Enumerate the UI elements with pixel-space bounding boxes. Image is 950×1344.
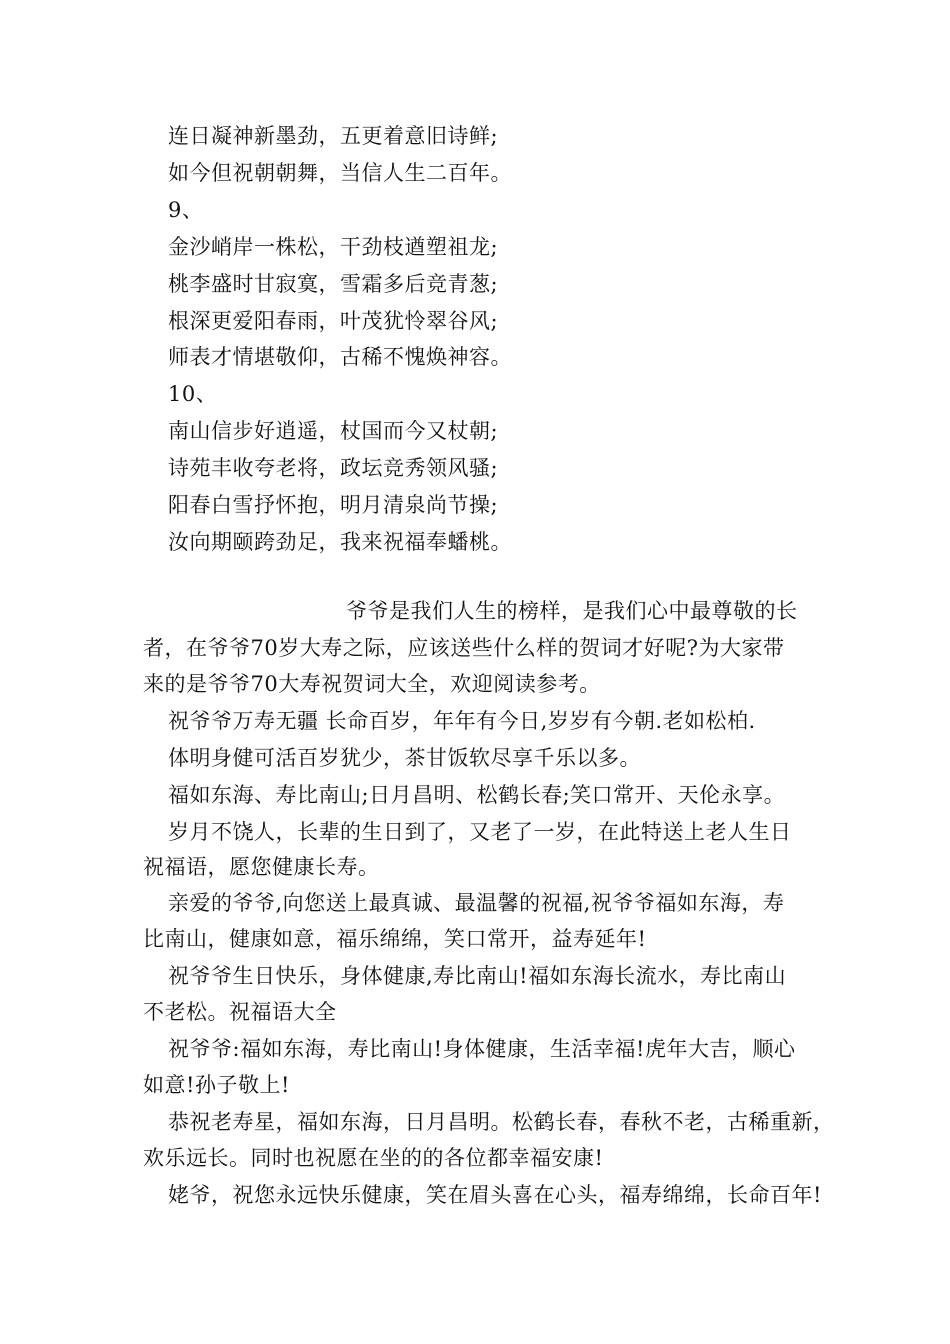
wish-line: 祝爷爷生日快乐，身体健康,寿比南山!福如东海长流水，寿比南山 <box>168 964 787 988</box>
wish-line: 体明身健可活百岁犹少，茶甘饭软尽享千乐以多。 <box>168 746 641 770</box>
wish-line: 姥爷，祝您永远快乐健康，笑在眉头喜在心头，福寿绵绵，长命百年! <box>168 1183 822 1207</box>
wish-line: 祝爷爷万寿无疆 长命百岁，年年有今日,岁岁有今朝.老如松柏. <box>168 709 756 733</box>
poem-line: 根深更爱阳春雨，叶茂犹怜翠谷风; <box>168 309 499 333</box>
wish-line: 祝福语，愿您健康长寿。 <box>143 855 380 879</box>
poem-line: 南山信步好逍遥，杖国而今又杖朝; <box>168 419 499 443</box>
stanza-number: 10、 <box>168 382 218 406</box>
wish-line: 岁月不饶人，长辈的生日到了，又老了一岁，在此特送上老人生日 <box>168 820 792 844</box>
intro-line: 爷爷是我们人生的榜样，是我们心中最尊敬的长 <box>346 599 798 623</box>
wish-line: 祝爷爷:福如东海，寿比南山!身体健康，生活幸福!虎年大吉，顺心 <box>168 1037 796 1061</box>
stanza-number: 9、 <box>168 198 204 222</box>
poem-line: 连日凝神新墨劲，五更着意旧诗鲜; <box>168 124 499 148</box>
poem-line: 汝向期颐跨劲足，我来祝福奉蟠桃。 <box>168 530 512 554</box>
intro-line: 来的是爷爷70大寿祝贺词大全，欢迎阅读参考。 <box>143 672 601 696</box>
wish-line: 恭祝老寿星，福如东海，日月昌明。松鹤长春，春秋不老，古稀重新， <box>168 1110 835 1134</box>
poem-line: 如今但祝朝朝舞，当信人生二百年。 <box>168 161 512 185</box>
wish-line: 亲爱的爷爷,向您送上最真诚、最温馨的祝福,祝爷爷福如东海，寿 <box>168 891 785 915</box>
wish-line: 比南山，健康如意，福乐绵绵，笑口常开，益寿延年! <box>143 927 647 951</box>
wish-line: 如意!孙子敬上! <box>143 1073 290 1097</box>
intro-line: 者，在爷爷70岁大寿之际，应该送些什么样的贺词才好呢?为大家带 <box>143 636 785 660</box>
poem-line: 金沙峭岸一株松，干劲枝遒塑祖龙; <box>168 235 499 259</box>
wish-line: 欢乐远长。同时也祝愿在坐的的各位都幸福安康! <box>143 1146 604 1170</box>
poem-line: 诗苑丰收夸老将，政坛竞秀领风骚; <box>168 456 499 480</box>
wish-line: 不老松。祝福语大全 <box>143 1000 337 1024</box>
poem-line: 师表才情堪敬仰，古稀不愧焕神容。 <box>168 345 512 369</box>
poem-line: 桃李盛时甘寂寞，雪霜多后竞青葱; <box>168 272 499 296</box>
poem-line: 阳春白雪抒怀抱，明月清泉尚节操; <box>168 493 499 517</box>
wish-line: 福如东海、寿比南山;日月昌明、松鹤长春;笑口常开、天伦永享。 <box>168 783 786 807</box>
